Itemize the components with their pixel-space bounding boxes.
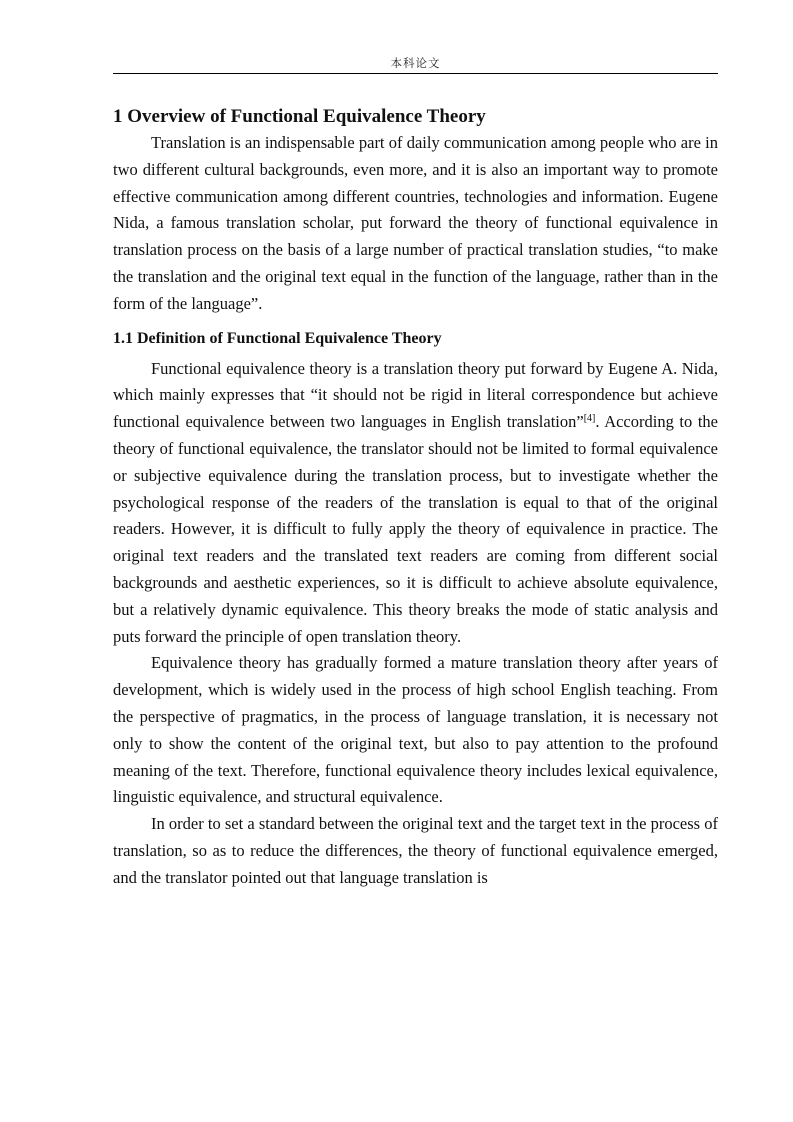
paragraph-text: . According to the theory of functional equivalence, the translator should not be limited to formal equivalence or subjective equivalence during the translation process, but to investigate whether the psychological response of the readers of the translation is equal to that of the original readers. However, it is difficult to fully apply the theory of equivalence in practice. The original text readers and the translated text readers are coming from different social backgrounds and aesthetic experiences, so it is difficult to achieve absolute equivalence, but a relatively dynamic equivalence. This theory breaks the mode of static analysis and puts forward the principle of open translation theory.: [113, 412, 718, 646]
citation-marker: [4]: [583, 413, 596, 425]
paragraph: Translation is an indispensable part of daily communication among people who are in two different cultural backgrounds, even more, and it is also an important way to promote effective communication among different countries, technologies and information. Eugene Nida, a famous translation scholar, put forward the theory of functional equivalence in translation process on the basis of a large number of practical translation studies, “to make the translation and the original text equal in the function of the language, rather than in the form of the language”.: [113, 133, 718, 313]
header-rule: [113, 73, 718, 74]
paragraph: Equivalence theory has gradually formed a mature translation theory after years of development, which is widely used in the process of high school English teaching. From the perspective of pragmatics, in the process of language translation, it is necessary not only to show the content of the original text, but also to pay attention to the profound meaning of the text. Therefore, functional equivalence theory includes lexical equivalence, linguistic equivalence, and structural equivalence.: [113, 653, 718, 807]
paragraph-text: Functional equivalence theory is a translation theory put forward by Eugene A. Nida, which mainly expresses that “it should not be rigid in literal correspondence but achieve functional equivalence between two languages in English translation”: [113, 358, 718, 432]
section-heading: 1 Overview of Functional Equivalence Theory: [113, 106, 486, 127]
paragraph: [113, 356, 718, 651]
page-content: [113, 104, 718, 892]
subsection-heading: 1.1 Definition of Functional Equivalence Theory: [113, 329, 442, 347]
paragraph: In order to set a standard between the original text and the target text in the process of translation, so as to reduce the differences, the theory of functional equivalence emerged, and the translator pointed out that language translation is: [113, 814, 718, 887]
running-header: 本科论文: [390, 56, 441, 70]
